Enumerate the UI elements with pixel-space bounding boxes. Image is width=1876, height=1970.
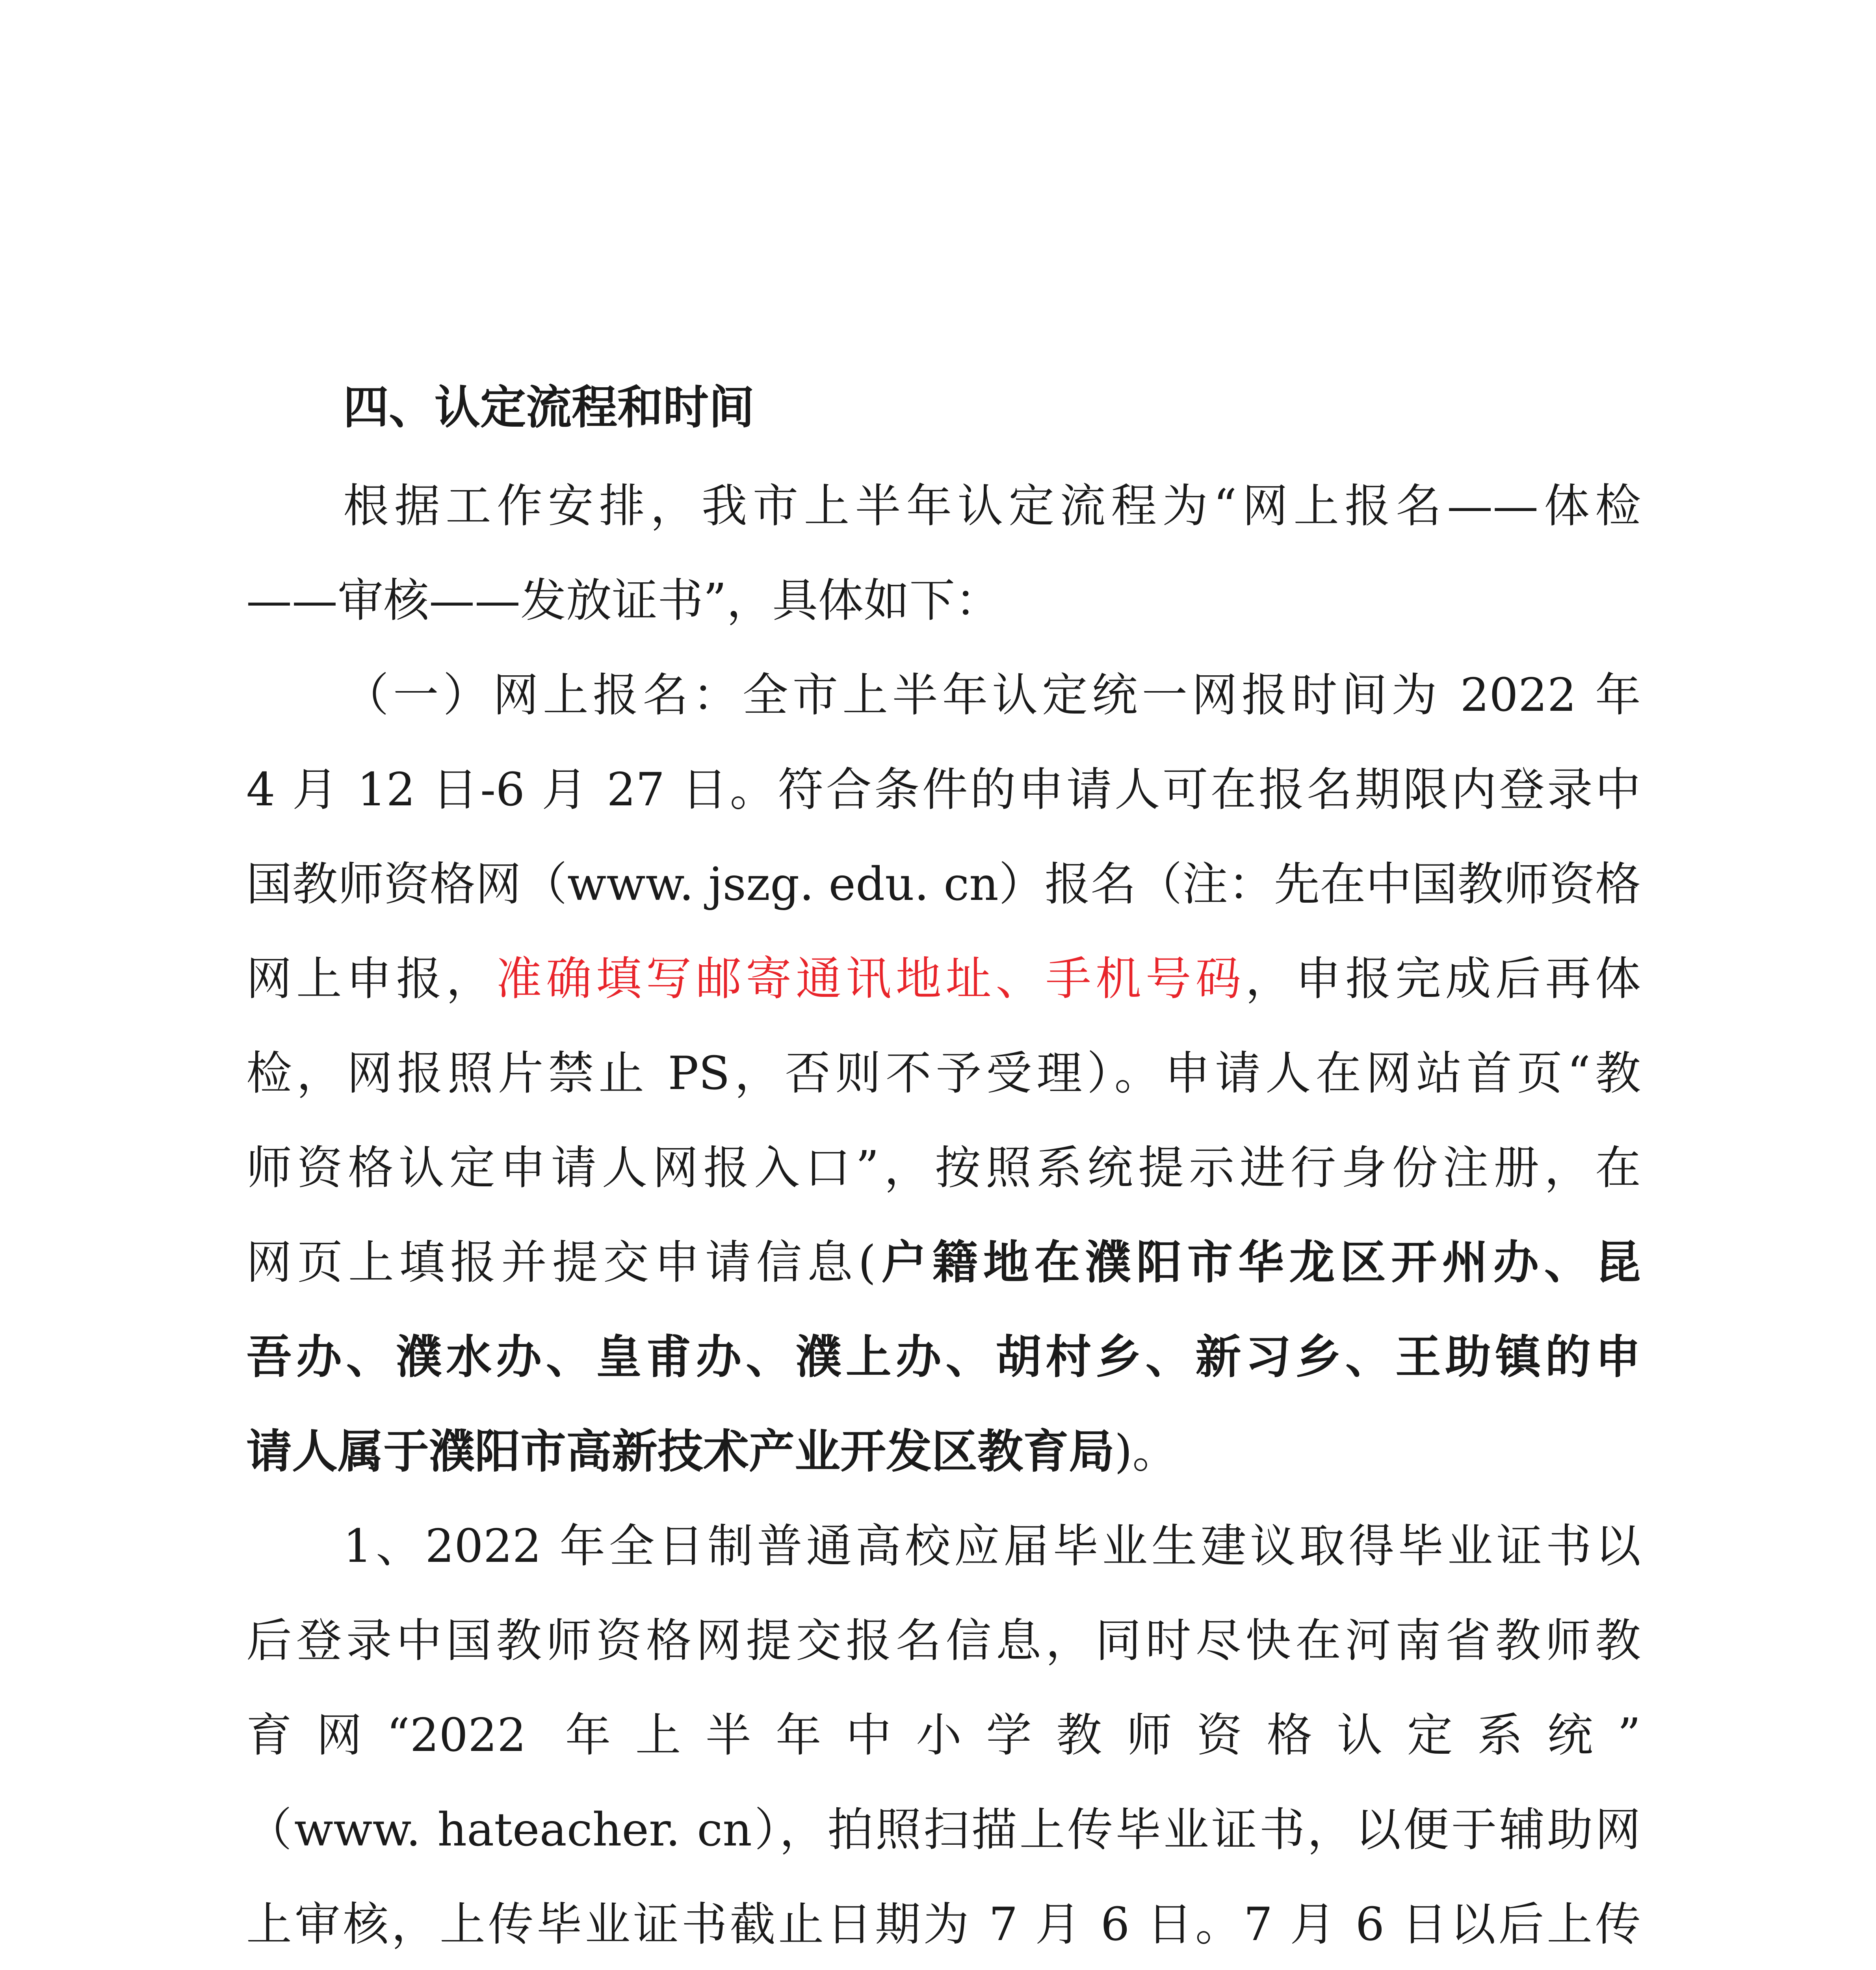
section-heading: 四、认定流程和时间 (343, 381, 754, 434)
item1-line-1: 1、2022 年全日制普通高校应届毕业生建议取得毕业证书以 (343, 1520, 1641, 1573)
registration-line-9 (246, 1424, 1641, 1479)
item1-line-3: 育网“2022 年上半年中小学教师资格认定系统” (246, 1709, 1641, 1762)
registration-line-9-end: )。 (1114, 1425, 1178, 1478)
registration-line-7-start: 网页上填报并提交申请信息( (246, 1236, 876, 1289)
jurisdiction-note-middle: 吾办、濮水办、皇甫办、濮上办、胡村乡、新习乡、王助镇的申 (246, 1331, 1641, 1384)
item1-line-2: 后登录中国教师资格网提交报名信息，同时尽快在河南省教师教 (246, 1614, 1641, 1667)
intro-line-2: ——审核——发放证书”，具体如下： (246, 574, 1001, 627)
contact-info-highlight: 准确填写邮寄通讯地址、手机号码 (496, 952, 1246, 1005)
registration-line-4 (246, 952, 1641, 1007)
item1-line-5: 上审核，上传毕业证书截止日期为 7 月 6 日。7 月 6 日以后上传 (246, 1898, 1641, 1951)
registration-line-3: 国教师资格网（www. jszg. edu. cn）报名（注：先在中国教师资格 (246, 858, 1641, 911)
registration-line-2: 4 月 12 日-6 月 27 日。符合条件的申请人可在报名期限内登录中 (246, 763, 1641, 816)
registration-line-1: （一）网上报名：全市上半年认定统一网报时间为 2022 年 (343, 669, 1641, 722)
registration-line-5: 检，网报照片禁止 PS，否则不予受理）。申请人在网站首页“教 (246, 1047, 1641, 1100)
item1-line-4: （www. hateacher. cn），拍照扫描上传毕业证书，以便于辅助网 (246, 1803, 1641, 1857)
registration-line-4-start: 网上申报， (246, 952, 496, 1005)
jurisdiction-note-end: 请人属于濮阳市高新技术产业开发区教育局 (246, 1425, 1114, 1478)
registration-line-6: 师资格认定申请人网报入口”，按照系统提示进行身份注册，在 (246, 1141, 1641, 1195)
registration-line-7 (246, 1235, 1641, 1290)
registration-line-4-end: ，申报完成后再体 (1245, 952, 1641, 1005)
intro-line-1: 根据工作安排，我市上半年认定流程为“网上报名——体检 (343, 479, 1641, 533)
jurisdiction-note-start: 户籍地在濮阳市华龙区开州办、昆 (876, 1236, 1641, 1289)
